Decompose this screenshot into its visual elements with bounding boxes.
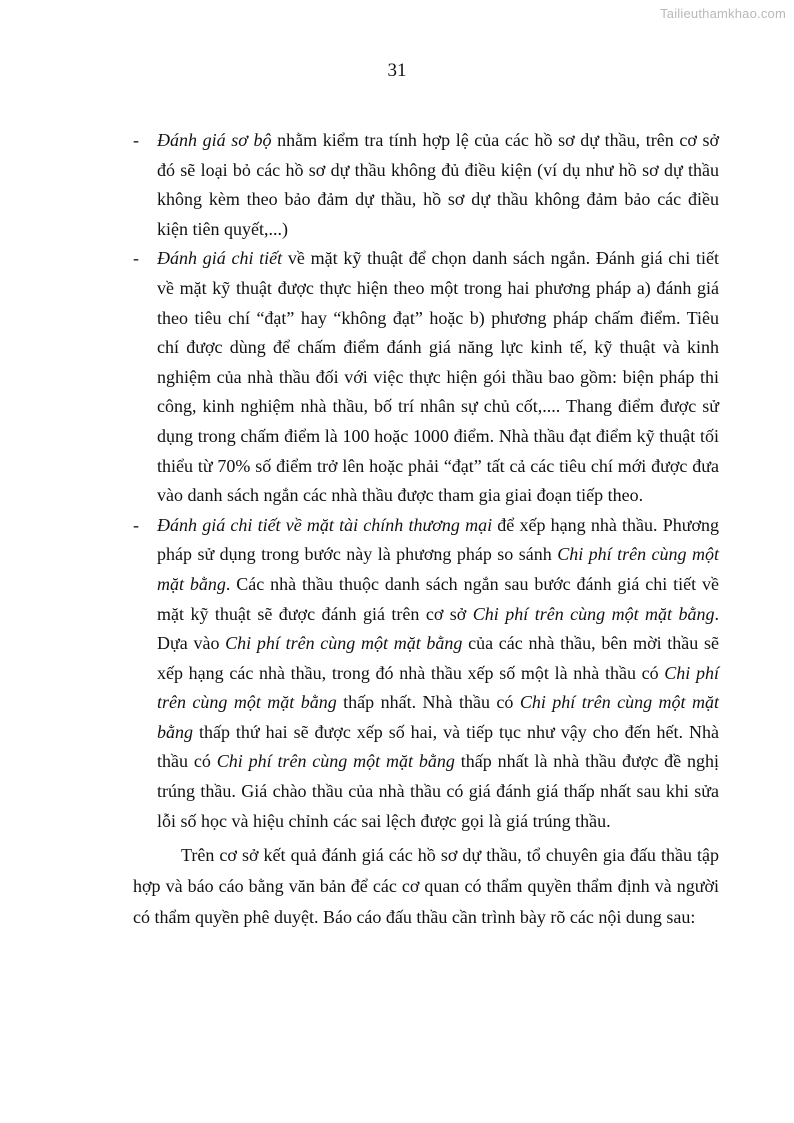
- bullet-text: để xếp hạng nhà thầu. Phương pháp sử dụng trong bước này là phương pháp so sánh: [157, 514, 719, 565]
- term-cost-same-basis: Chi phí trên cùng một mặt bằng: [472, 603, 715, 624]
- bullet-text: . Dựa vào: [157, 603, 719, 654]
- term-cost-same-basis: Chi phí trên cùng một mặt bằng: [216, 751, 455, 772]
- bullet-text: về mặt kỹ thuật để chọn danh sách ngắn. Đánh giá chi tiết về mặt kỹ thuật được thực hiện theo một trong hai phương pháp a) đánh giá theo tiêu chí “đạt” hay “không đạt” hoặc b) phương pháp chấm điểm. Tiêu chí được dùng để chấm điểm đánh giá năng lực kinh tế, kỹ thuật và kinh nghiệm của nhà thầu đối với việc thực hiện gói thầu bao gồm: biện pháp thi công, kinh nghiệm nhà thầu, bố trí nhân sự chủ cốt,.... Thang điểm được sử dụng trong chấm điểm là 100 hoặc 1000 điểm. Nhà thầu đạt điểm kỹ thuật tối thiểu từ 70% số điểm trở lên hoặc phải “đạt” tất cả các tiêu chí mới được đưa vào danh sách ngắn các nhà thầu được tham gia giai đoạn tiếp theo.: [157, 248, 720, 506]
- bullet-dash: -: [133, 130, 139, 150]
- bullet-dash: -: [133, 514, 139, 535]
- bullet-item-preliminary-evaluation: [133, 126, 719, 244]
- term-detailed-evaluation: Đánh giá chi tiết: [157, 248, 283, 269]
- bullet-text: của các nhà thầu, bên mời thầu sẽ xếp hạng các nhà thầu, trong đó nhà thầu xếp số một là nhà thầu có: [157, 633, 719, 683]
- page-body: [133, 126, 719, 951]
- bullet-text: thấp thứ hai sẽ được xếp số hai, và tiếp tục như vậy cho đến hết. Nhà thầu có: [157, 721, 719, 772]
- bullet-item-technical-evaluation: [133, 244, 719, 510]
- bullet-text: . Các nhà thầu thuộc danh sách ngắn sau bước đánh giá chi tiết về mặt kỹ thuật sẽ được đánh giá trên cơ sở: [157, 573, 720, 624]
- bullet-text: nhằm kiểm tra tính hợp lệ của các hồ sơ dự thầu, trên cơ sở đó sẽ loại bỏ các hồ sơ dự thầu không đủ điều kiện (ví dụ như hồ sơ dự thầu không kèm theo bảo đảm dự thầu, hồ sơ dự thầu không đảm bảo các điều kiện tiên quyết,...): [157, 130, 719, 239]
- bullet-text: thấp nhất là nhà thầu được đề nghị trúng thầu. Giá chào thầu của nhà thầu có giá đánh giá thấp nhất sau khi sửa lỗi số học và hiệu chỉnh các sai lệch được gọi là giá trúng thầu.: [157, 751, 719, 831]
- page-number: 31: [387, 60, 407, 81]
- term-cost-same-basis: Chi phí trên cùng một mặt bằng: [157, 692, 719, 742]
- bullet-text: thấp nhất. Nhà thầu có: [336, 692, 520, 713]
- watermark-text: Tailieuthamkhao.com: [660, 6, 786, 21]
- term-preliminary-evaluation: Đánh giá sơ bộ: [157, 130, 272, 150]
- term-financial-evaluation: Đánh giá chi tiết về mặt tài chính thương mại: [157, 514, 493, 535]
- closing-paragraph: Trên cơ sở kết quả đánh giá các hồ sơ dự thầu, tổ chuyên gia đấu thầu tập hợp và báo cáo bằng văn bản để các cơ quan có thẩm quyền thẩm định và người có thẩm quyền phê duyệt. Báo cáo đấu thầu cần trình bày rõ các nội dung sau:: [133, 845, 719, 928]
- term-cost-same-basis: Chi phí trên cùng một mặt bằng: [225, 633, 463, 654]
- term-cost-same-basis: Chi phí trên cùng một mặt bằng: [157, 662, 719, 713]
- bullet-item-financial-evaluation: [133, 511, 719, 837]
- term-cost-same-basis: Chi phí trên cùng một mặt bằng: [157, 544, 719, 594]
- bullet-dash: -: [133, 248, 139, 269]
